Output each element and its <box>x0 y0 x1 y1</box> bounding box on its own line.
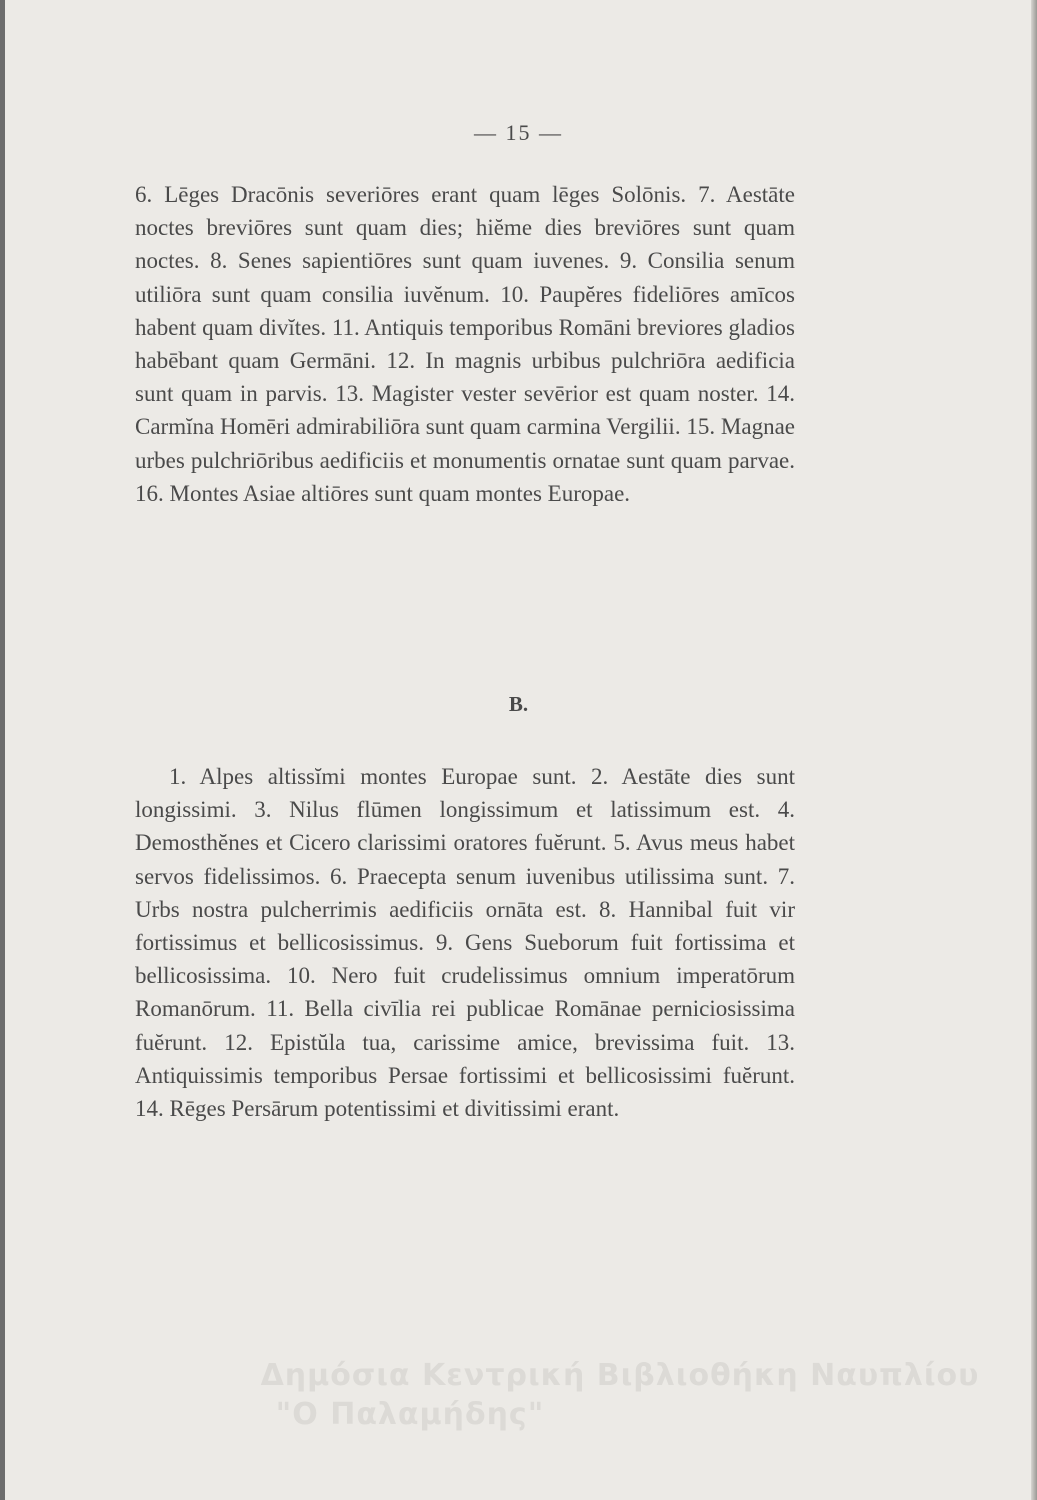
page-edge-left <box>0 0 5 1500</box>
page-edge-right <box>1031 0 1037 1500</box>
section-heading-b: B. <box>508 692 529 716</box>
exercise-text-b: 1. Alpes altissĭmi montes Europae sunt. 2. Aestāte dies sunt longissimi. 3. Nilus flūmen longissimum et latissimum est. 4. Demosthĕnes et Cicero clarissimi oratores fuĕrunt. 5. Avus meus habet servos fidelissimos. 6. Praecepta senum iuvenibus utilissima sunt. 7. Urbs nostra pulcherrimis aedificiis ornāta est. 8. Hannibal fuit vir fortissimus et bellicosissimus. 9. Gens Sueborum fuit fortissima et bellicosissima. 10. Nero fuit crudelissimus omnium imperatōrum Romanōrum. 11. Bella civīlia rei publicae Romānae perniciosissima fuĕrunt. 12. Epistŭla tua, carissime amice, brevissima fuit. 13. Antiquissimis temporibus Persae fortissimi et bellicosissimi fuĕrunt. 14. Rēges Persārum potentissimi et divitissimi erant. <box>135 764 795 1122</box>
exercise-text-a: 6. Lēges Dracōnis severiōres erant quam lēges Solōnis. 7. Aestāte noctes breviōres sunt quam dies; hiĕme dies breviōres sunt quam noctes. 8. Senes sapientiōres sunt quam iuvenes. 9. Consilia senum utiliōra sunt quam consilia iuvĕnum. 10. Paupĕres fideliōres amīcos habent quam divĭtes. 11. Antiquis temporibus Romāni breviores gladios habēbant quam Germāni. 12. In magnis urbibus pulchriōra aedificia sunt quam in parvis. 13. Magister vester sevērior est quam noster. 14. Carmĭna Homēri admirabiliōra sunt quam carmina Vergilii. 15. Magnae urbes pulchriōribus aedificiis et monumentis ornatae sunt quam parvae. 16. Montes Asiae altiōres sunt quam montes Europae. <box>135 182 795 506</box>
library-watermark-line2: "Ο Παλαμήδης" <box>275 1397 545 1432</box>
page-number: — 15 — <box>474 120 563 145</box>
library-watermark-line1: Δημόσια Κεντρική Βιβλιοθήκη Ναυπλίου <box>260 1358 980 1393</box>
